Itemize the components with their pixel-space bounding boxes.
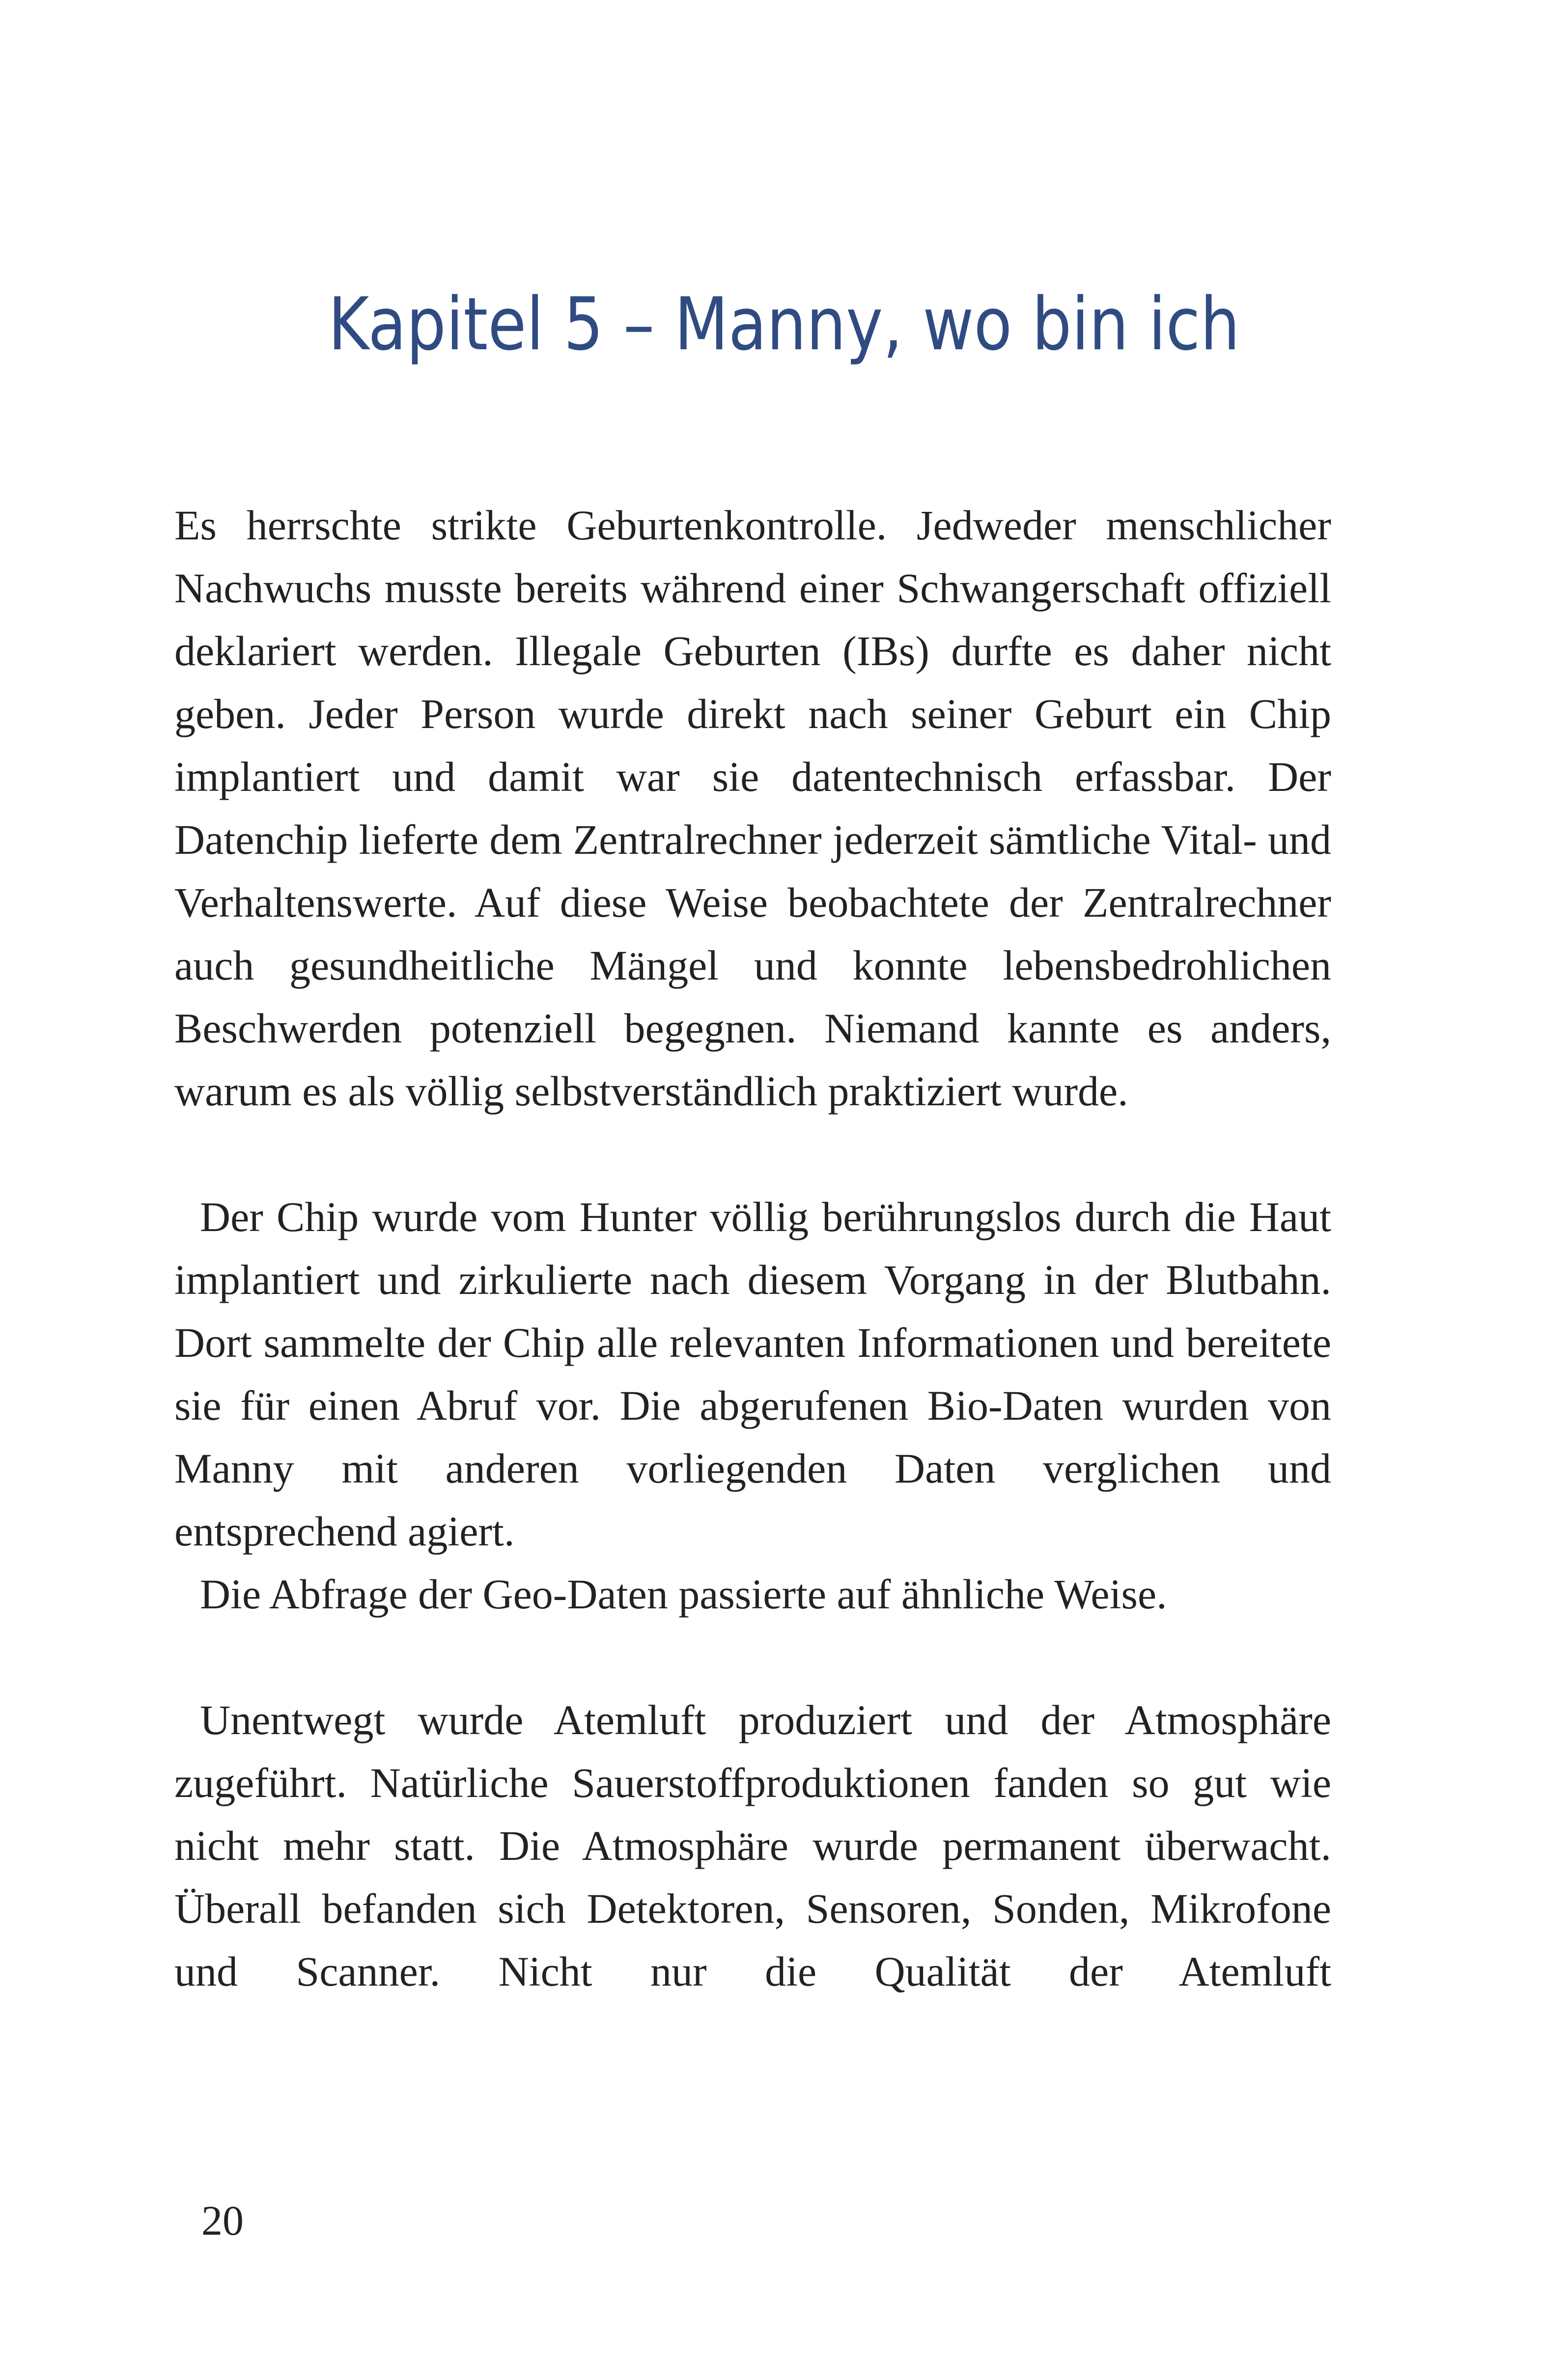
paragraph-2: Der Chip wurde vom Hunter völlig berührungslos durch die Haut implantiert und zirkulierte nach diesem Vorgang in der Blutbahn. Dort sammelte der Chip alle relevanten Informationen und bereitete sie für einen Abruf vor. Die abgerufenen Bio-Daten wurden von Manny mit anderen vorliegenden Daten verglichen und entsprechend agiert. <box>174 1193 1331 1555</box>
page-number: 20 <box>201 2197 244 2244</box>
paragraph-1: Es herrschte strikte Geburtenkontrolle. Jedweder menschlicher Nachwuchs musste bereits während einer Schwangerschaft offiziell deklariert werden. Illegale Geburten (IBs) durfte es daher nicht geben. Jeder Person wurde direkt nach seiner Geburt ein Chip implantiert und damit war sie datentechnisch erfassbar. Der Datenchip lieferte dem Zentralrechner jederzeit sämtliche Vital- und Verhaltenswerte. Auf diese Weise beobachtete der Zentralrechner auch gesundheitliche Mängel und konnte lebensbedrohlichen Beschwerden potenziell begegnen. Niemand kannte es anders, warum es als völlig selbstverständlich praktiziert wurde. <box>174 502 1331 1115</box>
paragraph-4: Unentwegt wurde Atemluft produziert und der Atmosphäre zugeführt. Natürliche Sauerstoffproduktionen fanden so gut wie nicht mehr statt. Die Atmosphäre wurde permanent überwacht. Überall befanden sich Detektoren, Sensoren, Sonden, Mikrofone und Scanner. Nicht nur die Qualität der Atemluft <box>174 1696 1331 1995</box>
paragraph-3: Die Abfrage der Geo-Daten passierte auf ähnliche Weise. <box>200 1571 1167 1618</box>
chapter-title: Kapitel 5 – Manny, wo bin ich <box>328 282 1240 366</box>
chapter-body <box>174 494 1331 2003</box>
